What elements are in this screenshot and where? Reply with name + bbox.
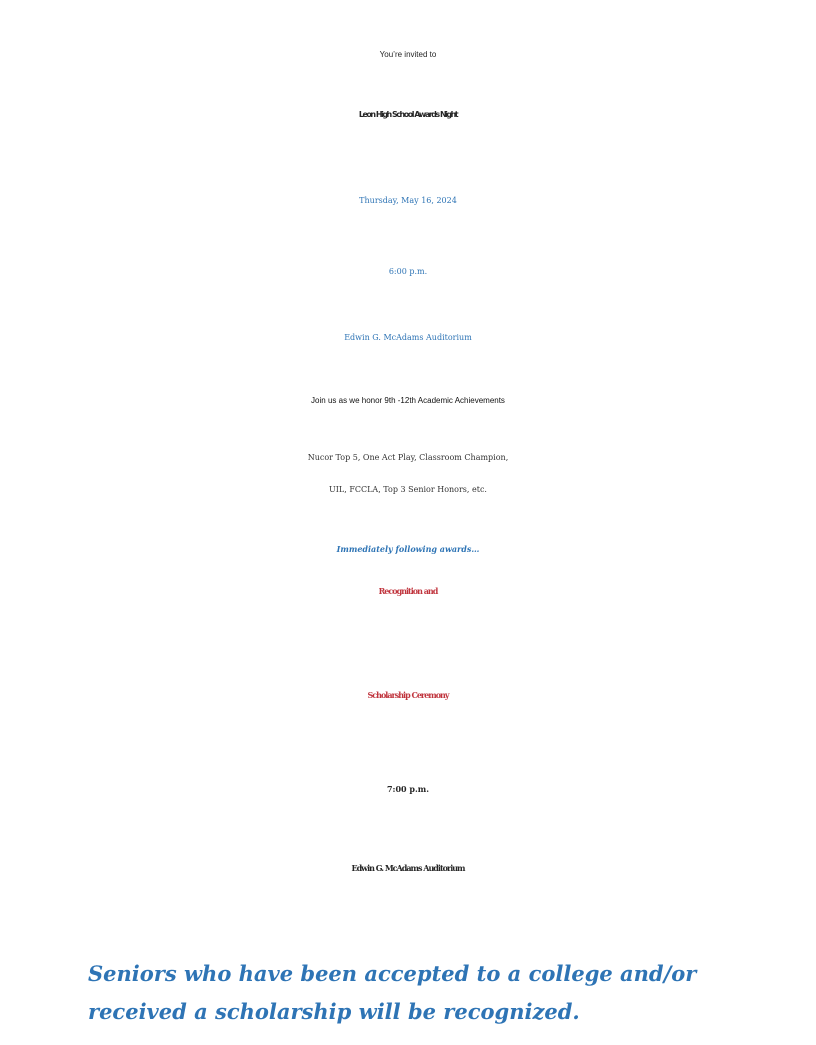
ceremony-time: 7:00 p.m. [386, 784, 430, 794]
awards-venue: Edwin G. McAdams Auditorium [344, 333, 472, 342]
invite-line: You’re invited to [379, 50, 437, 59]
event-title: Leon High School Awards Night [358, 110, 458, 119]
awards-list-line-1: Nucor Top 5, One Act Play, Classroom Champion, [307, 453, 509, 462]
ceremony-title-line-1: Recognition and [378, 586, 438, 596]
awards-time: 6:00 p.m. [388, 267, 428, 276]
awards-list-line-2: UIL, FCCLA, Top 3 Senior Honors, etc. [329, 485, 487, 494]
ceremony-venue: Edwin G. McAdams Auditorium [351, 863, 465, 873]
following-awards-line: Immediately following awards… [336, 544, 480, 554]
honor-line: Join us as we honor 9th -12th Academic Achievements [311, 396, 505, 405]
seniors-note: Seniors who have been accepted to a college and/or received a scholarship will be recognized. [88, 961, 697, 1024]
ceremony-title-line-2: Scholarship Ceremony [367, 690, 449, 700]
event-date: Thursday, May 16, 2024 [359, 196, 457, 205]
